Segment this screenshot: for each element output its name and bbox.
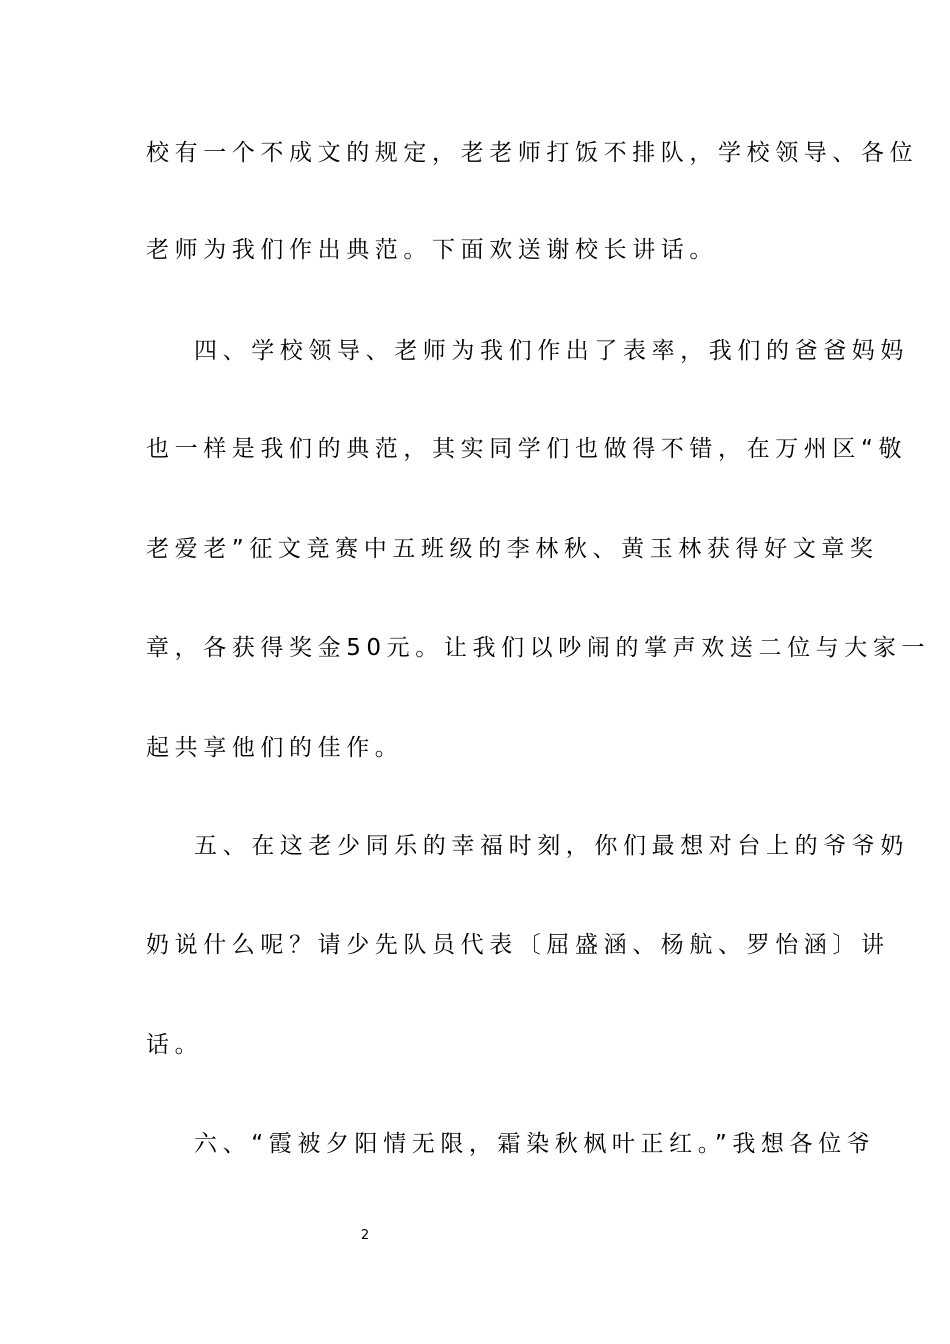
text-line-2: 老师为我们作出典范。下面欢送谢校长讲话。 <box>146 237 718 263</box>
text-line-6: 章，各获得奖金50元。让我们以吵闹的掌声欢送二位与大家一 <box>146 635 931 661</box>
text-line-1: 校有一个不成文的规定，老老师打饭不排队，学校领导、各位 <box>146 140 919 166</box>
page-number: 2 <box>360 1228 370 1243</box>
text-line-4: 也一样是我们的典范，其实同学们也做得不错，在万州区“敬 <box>146 436 908 462</box>
text-line-9: 奶说什么呢？请少先队员代表〔屈盛涵、杨航、罗怡涵〕讲 <box>146 932 890 958</box>
text-line-8: 五、在这老少同乐的幸福时刻，你们最想对台上的爷爷奶 <box>194 833 909 859</box>
text-line-10: 话。 <box>146 1032 204 1058</box>
text-line-5: 老爱老”征文竞赛中五班级的李林秋、黄玉林获得好文章奖 <box>146 536 879 562</box>
text-line-7: 起共享他们的佳作。 <box>146 735 404 761</box>
text-line-3: 四、学校领导、老师为我们作出了表率，我们的爸爸妈妈 <box>194 338 909 364</box>
text-line-11: 六、“霞被夕阳情无限，霜染秋枫叶正红。”我想各位爷 <box>194 1131 876 1157</box>
